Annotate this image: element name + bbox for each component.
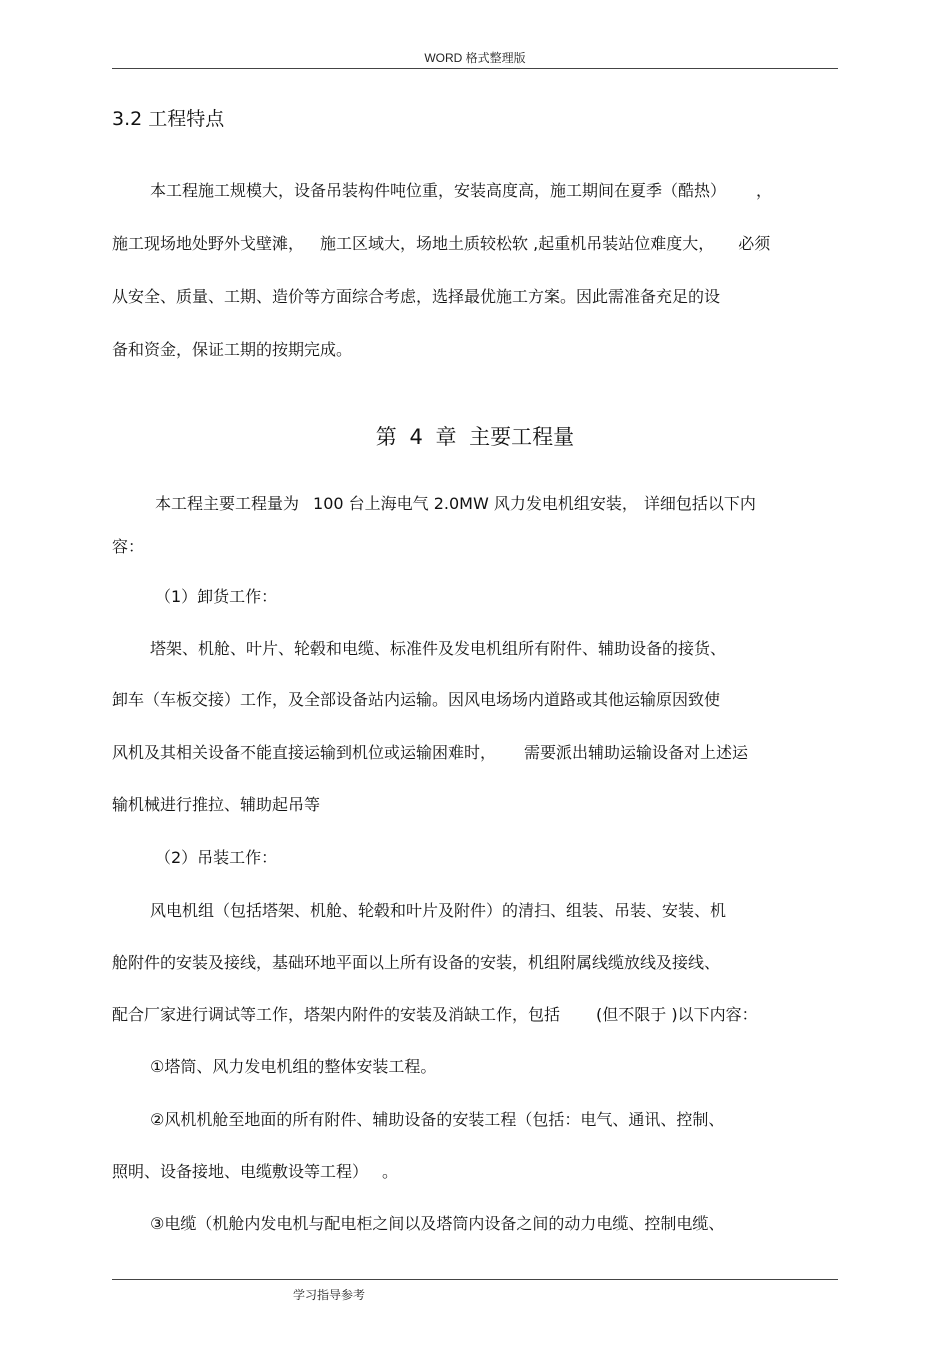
paragraph-line: 备和资金，保证工期的按期完成。 xyxy=(112,340,353,359)
paragraph-line: 舱附件的安装及接线，基础环地平面以上所有设备的安装，机组附属线缆放线及接线、 xyxy=(112,953,721,972)
section-title: 3.2 工程特点 xyxy=(112,108,225,130)
paragraph-line: 输机械进行推拉、辅助起吊等 xyxy=(112,795,321,814)
item-title: （1）卸货工作： xyxy=(155,587,278,606)
paragraph-line: 本工程主要工程量为 100 台上海电气 2.0MW 风力发电机组安装， 详细包括以下内 xyxy=(155,494,756,513)
paragraph-line: 风电机组（包括塔架、机舱、轮毂和叶片及附件）的清扫、组装、吊装、安装、机 xyxy=(150,901,727,920)
list-item: ②风机机舱至地面的所有附件、辅助设备的安装工程（包括：电气、通讯、控制、 xyxy=(150,1110,725,1129)
page-header: WORD 格式整理版 xyxy=(424,51,526,65)
list-item: ③电缆（机舱内发电机与配电柜之间以及塔筒内设备之间的动力电缆、控制电缆、 xyxy=(150,1214,725,1233)
footer-divider xyxy=(112,1279,838,1280)
paragraph-line: 塔架、机舱、叶片、轮毂和电缆、标准件及发电机组所有附件、辅助设备的接货、 xyxy=(150,639,727,658)
header-divider xyxy=(112,68,838,69)
paragraph-line: 容： xyxy=(112,537,145,556)
paragraph-line: 施工现场地处野外戈壁滩， 施工区域大，场地土质较松软 ,起重机吊装站位难度大， 必须 xyxy=(112,234,771,253)
paragraph-line: 风机及其相关设备不能直接运输到机位或运输困难时， 需要派出辅助运输设备对上述运 xyxy=(112,743,749,762)
paragraph-line: 本工程施工规模大，设备吊装构件吨位重，安装高度高，施工期间在夏季（酷热） ， xyxy=(150,181,773,200)
paragraph-line: 配合厂家进行调试等工作，塔架内附件的安装及消缺工作，包括 (但不限于 )以下内容： xyxy=(112,1005,758,1024)
paragraph-line: 卸车（车板交接）工作，及全部设备站内运输。因风电场场内道路或其他运输原因致使 xyxy=(112,690,721,709)
page-footer: 学习指导参考 xyxy=(293,1288,366,1302)
chapter-title: 第 4 章 主要工程量 xyxy=(375,425,575,449)
paragraph-line: 从安全、质量、工期、造价等方面综合考虑，选择最优施工方案。因此需准备充足的设 xyxy=(112,287,721,306)
list-item: 照明、设备接地、电缆敷设等工程） 。 xyxy=(112,1162,399,1181)
list-item: ①塔筒、风力发电机组的整体安装工程。 xyxy=(150,1057,437,1076)
item-title: （2）吊装工作： xyxy=(155,848,278,867)
